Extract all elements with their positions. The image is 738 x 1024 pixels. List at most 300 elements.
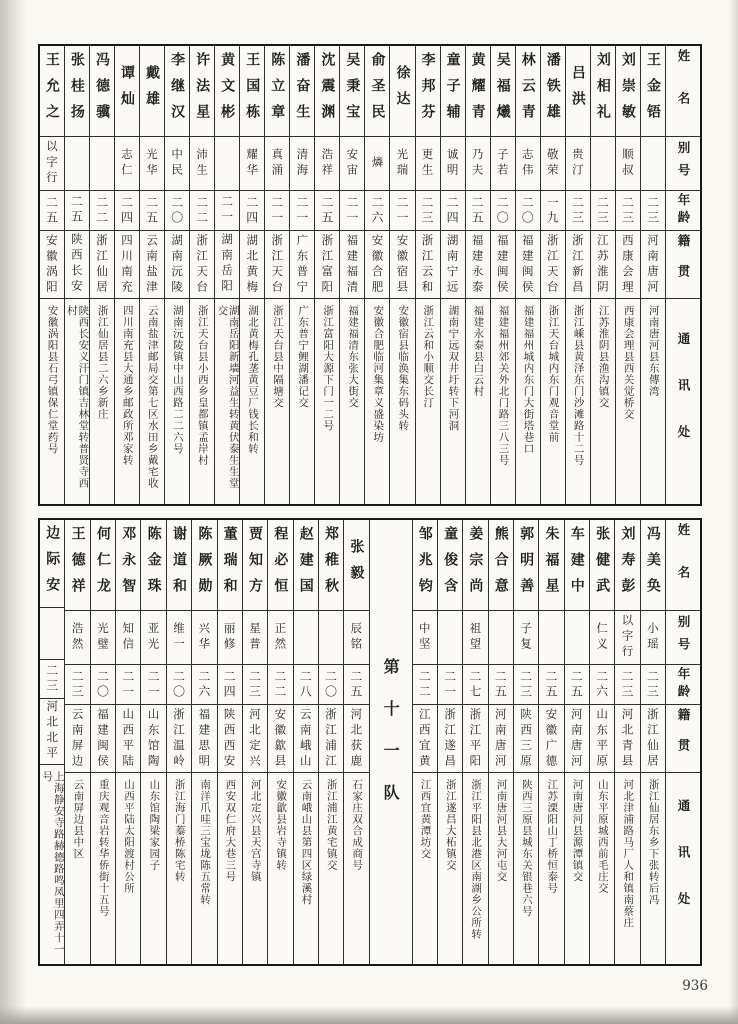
person-alias <box>344 610 368 664</box>
person-column <box>565 46 590 504</box>
person-origin <box>319 704 343 772</box>
person-name <box>340 46 364 136</box>
person-origin <box>491 230 515 298</box>
person-address <box>344 772 368 964</box>
person-name <box>319 520 343 610</box>
person-address-text: 上海静安寺路赫德路鸣凤里四弄十一号 <box>41 770 65 955</box>
person-alias <box>390 136 414 190</box>
person-origin-text: 安徽合肥 <box>370 233 385 296</box>
person-age <box>215 190 239 230</box>
person-origin-text: 湖北黄梅 <box>245 233 260 296</box>
person-address-text: 浙江海门蓁桥陈宅转 <box>173 779 186 883</box>
person-name-text: 冯德骥 <box>93 52 110 130</box>
person-name <box>192 520 216 610</box>
person-name-text: 刘寿彭 <box>619 526 636 604</box>
roster-table-bottom <box>38 518 702 966</box>
person-age-text: 二一 <box>146 669 161 700</box>
person-name <box>641 46 665 136</box>
person-origin-text: 广东普宁 <box>295 233 310 296</box>
person-alias-text: 丽修 <box>222 622 237 653</box>
person-age <box>413 664 437 704</box>
person-alias <box>116 610 140 664</box>
person-name-text: 戴雄 <box>144 65 161 117</box>
person-address-text: 福建福清东张大街交 <box>347 305 360 409</box>
person-column <box>640 46 665 504</box>
person-age-text: 二五 <box>470 195 485 226</box>
person-origin-text: 湖南沅陵 <box>170 233 185 296</box>
row-label <box>666 190 700 230</box>
person-name <box>294 520 318 610</box>
person-column <box>40 46 64 504</box>
scan-left-shadow <box>0 0 26 1024</box>
person-address-text: 安徽涡阳县石弓镇保仁堂药号 <box>46 305 59 455</box>
person-origin-text: 陕西三原 <box>519 707 534 770</box>
person-origin-text: 云南峨山 <box>298 707 313 770</box>
person-origin <box>565 704 589 772</box>
person-address <box>413 772 437 964</box>
person-address-text: 重庆观音岩转华侨街十五号 <box>97 779 110 917</box>
person-name-text: 邓永智 <box>120 526 137 604</box>
person-name <box>240 46 264 136</box>
person-name <box>463 520 487 610</box>
person-origin <box>265 230 289 298</box>
person-name-text: 吴秉宝 <box>344 52 361 130</box>
person-column <box>139 46 164 504</box>
person-address <box>489 772 513 964</box>
person-column <box>191 520 216 964</box>
person-name-text: 徐达 <box>394 65 411 117</box>
person-name <box>413 520 437 610</box>
person-age-text: 二五 <box>543 669 558 700</box>
person-name-text: 陈立章 <box>269 52 286 130</box>
person-alias-text: 沛生 <box>195 148 210 179</box>
person-address-text: 浙江天台县小西乡皇都镇孟岸村 <box>196 305 209 466</box>
person-alias <box>413 610 437 664</box>
person-age-text: 二三 <box>620 195 635 226</box>
person-alias <box>141 610 165 664</box>
person-alias <box>268 610 292 664</box>
person-alias <box>489 610 513 664</box>
person-alias-text: 志伟 <box>520 148 535 179</box>
person-column <box>437 520 462 964</box>
person-age <box>40 659 64 698</box>
person-age-text: 二一 <box>219 195 234 226</box>
person-alias <box>40 607 64 659</box>
person-age-text: 二一 <box>269 195 284 226</box>
person-address <box>65 298 89 504</box>
person-column <box>462 520 487 964</box>
person-age <box>466 190 490 230</box>
person-name <box>315 46 339 136</box>
person-alias <box>591 136 615 190</box>
person-age-text: 二〇 <box>95 669 110 700</box>
person-address <box>116 772 140 964</box>
person-alias-text: 子复 <box>519 622 534 653</box>
person-address-text: 山西平陆太阳渡村公所 <box>123 779 136 894</box>
person-address <box>265 298 289 504</box>
person-age <box>344 664 368 704</box>
person-origin <box>192 704 216 772</box>
person-age-text: 二五 <box>493 669 508 700</box>
person-age <box>390 190 414 230</box>
person-age <box>140 190 164 230</box>
person-age <box>641 190 665 230</box>
person-age <box>240 190 264 230</box>
row-label <box>666 298 700 504</box>
person-age-text: 二五 <box>348 669 363 700</box>
person-address <box>591 298 615 504</box>
person-column <box>590 46 615 504</box>
person-address <box>165 298 189 504</box>
person-age <box>265 190 289 230</box>
person-alias <box>466 136 490 190</box>
person-origin-text: 福建思明 <box>197 707 212 770</box>
person-alias <box>463 610 487 664</box>
person-origin <box>438 704 462 772</box>
person-address <box>416 298 440 504</box>
person-alias <box>167 610 191 664</box>
person-address-text: 浙江嵊县黄泽东门沙滩路十二号 <box>572 305 585 466</box>
person-origin <box>215 230 239 298</box>
person-name <box>190 46 214 136</box>
person-address <box>40 764 64 964</box>
person-name <box>91 520 115 610</box>
person-alias-text: 中民 <box>170 148 185 179</box>
scan-right-shadow <box>728 0 738 1024</box>
person-origin <box>167 704 191 772</box>
person-origin <box>590 704 614 772</box>
person-origin <box>91 704 115 772</box>
person-origin-text: 浙江天台 <box>545 233 560 296</box>
person-name <box>268 520 292 610</box>
person-origin-text: 陕西长安 <box>69 233 84 296</box>
person-age-text: 二〇 <box>520 195 535 226</box>
person-address-text: 云南峨山县第四区绿溪村 <box>300 779 313 906</box>
person-alias <box>215 136 239 190</box>
person-alias-text: 真涌 <box>270 148 285 179</box>
person-address <box>319 772 343 964</box>
person-origin-text: 浙江仙居 <box>94 233 109 296</box>
person-alias-text: 志仁 <box>119 148 134 179</box>
person-age-text: 二五 <box>69 195 84 226</box>
person-age-text: 二四 <box>222 669 237 700</box>
person-address <box>590 772 614 964</box>
person-column <box>40 520 64 964</box>
person-address-text: 安徽宿县临涣集东码头转 <box>397 305 410 432</box>
person-age <box>641 664 665 704</box>
person-name <box>641 520 665 610</box>
person-address <box>441 298 465 504</box>
person-age <box>268 664 292 704</box>
person-column <box>214 46 239 504</box>
person-column <box>343 520 368 964</box>
person-origin-text: 浙江遂昌 <box>443 707 458 770</box>
person-age-text: 二〇 <box>169 195 184 226</box>
person-alias-text: 知信 <box>121 622 136 653</box>
person-address <box>290 298 314 504</box>
person-alias <box>566 136 590 190</box>
person-alias <box>516 136 540 190</box>
person-name-text: 林云青 <box>519 52 536 130</box>
person-origin-text: 河北获鹿 <box>349 707 364 770</box>
person-age <box>365 190 389 230</box>
person-alias-text: 更生 <box>420 148 435 179</box>
person-address-text: 浙江平阳县北港区南湖乡公所转 <box>470 779 483 940</box>
person-age <box>165 190 189 230</box>
person-age-text: 二〇 <box>323 669 338 700</box>
person-origin-text: 河北青县 <box>620 707 635 770</box>
squad-divider-column <box>369 520 412 964</box>
person-name-text: 郭明善 <box>518 526 535 604</box>
person-address-text: 山东馆陶梁家园子 <box>148 779 161 871</box>
person-address <box>340 298 364 504</box>
person-age <box>340 190 364 230</box>
person-age-text: 二三 <box>570 195 585 226</box>
person-name <box>165 46 189 136</box>
person-age <box>91 664 115 704</box>
person-address-text: 河南唐河县大河屯交 <box>495 779 508 883</box>
person-age-text: 二二 <box>417 669 432 700</box>
person-age <box>491 190 515 230</box>
person-origin <box>190 230 214 298</box>
person-age-text: 二三 <box>247 669 262 700</box>
person-age-text: 二二 <box>94 195 109 226</box>
person-address-text: 广东普宁鲤湖潘记交 <box>297 305 310 409</box>
person-name-text: 陈金珠 <box>145 526 162 604</box>
person-name-text: 贾知方 <box>247 526 264 604</box>
person-name <box>565 520 589 610</box>
person-age-text: 二四 <box>119 195 134 226</box>
person-address-text: 安徽合肥临河集章义盛染坊 <box>372 305 385 443</box>
person-column <box>488 520 513 964</box>
person-address-text: 浙江云和小顺交长汀 <box>422 305 435 409</box>
person-age-text: 二二 <box>194 195 209 226</box>
person-alias <box>218 610 242 664</box>
person-address-text: 西康会理县西关觉桥交 <box>622 305 635 420</box>
person-address <box>514 772 538 964</box>
person-column <box>540 46 565 504</box>
person-alias <box>438 610 462 664</box>
person-origin <box>344 704 368 772</box>
person-age-text: 二〇 <box>171 669 186 700</box>
person-origin-text: 西康会理 <box>620 233 635 296</box>
person-name-text: 吕洪 <box>569 65 586 117</box>
person-origin <box>365 230 389 298</box>
person-name <box>344 520 368 610</box>
person-address-text: 云南屏边县中区 <box>72 779 85 860</box>
person-name <box>591 46 615 136</box>
person-origin <box>240 230 264 298</box>
person-address-text: 湖南沅陵镇中山西路二二六号 <box>171 305 184 455</box>
squad-divider-label-text: 第十一队 <box>381 658 401 826</box>
person-alias <box>91 610 115 664</box>
person-column <box>364 46 389 504</box>
person-alias <box>365 136 389 190</box>
person-column <box>289 46 314 504</box>
person-age-text: 二一 <box>344 195 359 226</box>
person-age-text: 二四 <box>445 195 460 226</box>
person-column <box>589 520 614 964</box>
person-age <box>190 190 214 230</box>
row-label-text: 别号 <box>676 141 691 186</box>
person-name-text: 邹兆钧 <box>416 526 433 604</box>
person-address-text: 福建福州郊关外北门路三八三号 <box>497 305 510 466</box>
person-origin <box>290 230 314 298</box>
person-alias <box>165 136 189 190</box>
person-alias <box>65 136 89 190</box>
person-name-text: 谢道和 <box>170 526 187 604</box>
person-origin <box>65 230 89 298</box>
person-name-text: 潘铁雄 <box>544 52 561 130</box>
person-address-text: 云南盐津邮局交第七区水田乡戴宅收 <box>146 305 159 489</box>
person-age <box>566 190 590 230</box>
person-name-text: 陈厥勋 <box>196 526 213 604</box>
person-origin <box>413 704 437 772</box>
person-age <box>539 664 563 704</box>
person-name <box>390 46 414 136</box>
person-name-text: 姜宗尚 <box>467 526 484 604</box>
person-name <box>218 520 242 610</box>
person-age <box>315 190 339 230</box>
person-column <box>515 46 540 504</box>
person-address <box>315 298 339 504</box>
person-origin <box>315 230 339 298</box>
person-alias-text: 光璧 <box>95 622 110 653</box>
person-age <box>90 190 114 230</box>
person-origin <box>40 698 64 764</box>
person-column <box>242 520 267 964</box>
row-label-text: 别号 <box>676 615 691 660</box>
person-name-text: 刘相礼 <box>594 52 611 130</box>
person-origin <box>566 230 590 298</box>
person-alias <box>40 136 64 190</box>
person-name-text: 潘奋生 <box>294 52 311 130</box>
person-alias-text: 顺叔 <box>620 148 635 179</box>
person-age <box>65 664 89 704</box>
person-name <box>514 520 538 610</box>
person-origin <box>441 230 465 298</box>
person-alias <box>541 136 565 190</box>
person-name <box>140 46 164 136</box>
person-column <box>640 520 665 964</box>
person-age <box>141 664 165 704</box>
person-age <box>590 664 614 704</box>
person-origin-text: 河南唐河 <box>645 233 660 296</box>
person-alias-text: 浩然 <box>70 622 85 653</box>
person-alias-text: 耀华 <box>245 148 260 179</box>
person-name <box>438 520 462 610</box>
person-alias <box>565 610 589 664</box>
person-origin <box>243 704 267 772</box>
person-column <box>412 520 437 964</box>
person-address-text: 河南唐河县源潭镇交 <box>571 779 584 883</box>
person-age-text: 二三 <box>595 195 610 226</box>
roster-table-top <box>38 44 702 506</box>
person-alias <box>491 136 515 190</box>
person-name <box>491 46 515 136</box>
person-address-text: 福建福州城内东门大街塔巷口 <box>522 305 535 455</box>
person-address <box>365 298 389 504</box>
person-alias <box>243 610 267 664</box>
person-origin-text: 河南唐河 <box>569 707 584 770</box>
person-address <box>516 298 540 504</box>
person-origin-text: 湖南宁远 <box>445 233 460 296</box>
person-name-text: 张毅 <box>348 539 365 591</box>
person-origin-text: 浙江平阳 <box>468 707 483 770</box>
person-alias <box>65 610 89 664</box>
person-name-text: 许法星 <box>194 52 211 130</box>
person-origin-text: 安徽宿县 <box>395 233 410 296</box>
row-labels-column <box>665 46 700 504</box>
row-label <box>666 704 700 772</box>
person-origin <box>416 230 440 298</box>
person-age-text: 二三 <box>645 669 660 700</box>
person-address-text: 河南唐河县东傳湾 <box>647 305 660 397</box>
person-name <box>615 520 639 610</box>
person-alias <box>416 136 440 190</box>
person-origin <box>390 230 414 298</box>
person-name-text: 王允之 <box>43 52 60 130</box>
person-alias <box>615 610 639 664</box>
person-name-text: 朱福星 <box>543 526 560 604</box>
person-column <box>140 520 165 964</box>
person-origin-text: 河北定兴 <box>248 707 263 770</box>
person-age-text: 二一 <box>294 195 309 226</box>
person-age-text: 二五 <box>319 195 334 226</box>
person-column <box>166 520 191 964</box>
person-origin-text: 安徽广德 <box>544 707 559 770</box>
person-age-text: 二三 <box>70 669 85 700</box>
person-address <box>167 772 191 964</box>
person-alias <box>140 136 164 190</box>
row-label <box>666 772 700 964</box>
person-name <box>90 46 114 136</box>
person-origin-text: 浙江云和 <box>420 233 435 296</box>
person-age <box>167 664 191 704</box>
person-name-text: 赵建国 <box>297 526 314 604</box>
person-age-text: 二一 <box>120 669 135 700</box>
person-age <box>463 664 487 704</box>
person-address <box>541 298 565 504</box>
person-alias-text: 光华 <box>145 148 160 179</box>
person-alias <box>90 136 114 190</box>
person-alias <box>514 610 538 664</box>
person-address-text: 河北津浦路马厂人和镇南蔡庄 <box>622 779 635 929</box>
person-age <box>565 664 589 704</box>
person-address-text: 湖北黄梅孔垄黄豆厂钱长和转 <box>246 305 259 455</box>
person-alias <box>315 136 339 190</box>
person-address-text: 河北定兴县天宫寺镇 <box>249 779 262 883</box>
person-address <box>491 298 515 504</box>
person-alias <box>641 610 665 664</box>
person-address <box>566 298 590 504</box>
person-column <box>440 46 465 504</box>
person-alias-text: 清海 <box>295 148 310 179</box>
person-column <box>64 46 89 504</box>
person-age <box>438 664 462 704</box>
person-alias-text: 安宙 <box>345 148 360 179</box>
person-origin <box>591 230 615 298</box>
person-alias <box>319 610 343 664</box>
person-origin-text: 云南盐津 <box>145 233 160 296</box>
person-address <box>466 298 490 504</box>
person-address-text: 浙江浦江黄宅镇交 <box>325 779 338 871</box>
person-address <box>40 298 64 504</box>
person-name <box>566 46 590 136</box>
person-name <box>265 46 289 136</box>
person-origin-text: 山东馆陶 <box>146 707 161 770</box>
person-column <box>164 46 189 504</box>
